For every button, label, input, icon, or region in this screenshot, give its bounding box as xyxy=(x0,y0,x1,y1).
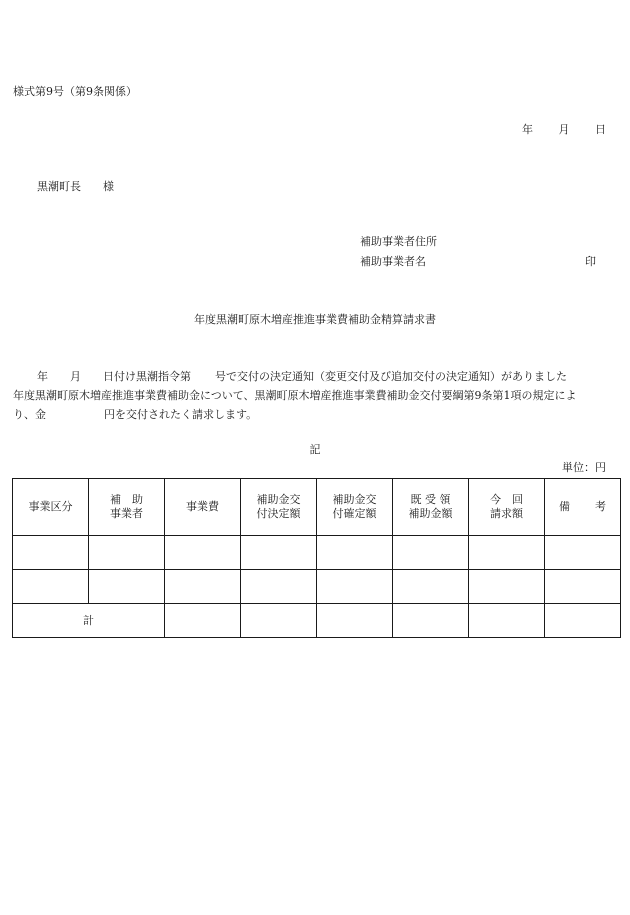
body-notice: 号で交付の決定通知（変更交付及び追加交付の決定通知）がありました xyxy=(215,370,567,383)
header-request-line2: 請求額 xyxy=(490,507,523,520)
header-confirmed xyxy=(317,479,393,536)
table-row xyxy=(13,536,621,570)
table-cell[interactable] xyxy=(13,570,89,604)
table-cell[interactable] xyxy=(165,570,241,604)
body-date-ref: 日付け黒潮指令第 xyxy=(103,370,191,383)
header-received-line1: 既 受 領 xyxy=(410,493,451,506)
header-subsidized-line2: 事業者 xyxy=(110,507,143,520)
table-cell[interactable] xyxy=(469,570,545,604)
table-cell[interactable] xyxy=(89,570,165,604)
total-cell[interactable] xyxy=(317,604,393,638)
body-text xyxy=(13,367,623,424)
body-line-1 xyxy=(13,367,623,386)
body-year: 年 xyxy=(37,370,48,383)
addressee-honorific: 様 xyxy=(103,180,114,193)
header-confirmed-line1: 補助金交 xyxy=(332,493,377,506)
applicant-address-label: 補助事業者住所 xyxy=(360,235,437,248)
table-cell[interactable] xyxy=(241,536,317,570)
header-request-line1: 今 回 xyxy=(490,493,523,506)
header-decided-line1: 補助金交 xyxy=(256,493,301,506)
date-year: 年 xyxy=(522,123,533,136)
header-received xyxy=(393,479,469,536)
table-cell[interactable] xyxy=(165,536,241,570)
date-day: 日 xyxy=(595,123,606,136)
seal-mark: 印 xyxy=(585,255,596,268)
table-total-row xyxy=(13,604,621,638)
document-title: 年度黒潮町原木増産推進事業費補助金精算請求書 xyxy=(194,313,436,326)
table-cell[interactable] xyxy=(545,570,621,604)
table-cell[interactable] xyxy=(241,570,317,604)
body-month: 月 xyxy=(70,370,81,383)
header-decided xyxy=(241,479,317,536)
header-project-cost: 事業費 xyxy=(165,479,241,536)
table-cell[interactable] xyxy=(393,536,469,570)
form-number: 様式第9号（第9条関係） xyxy=(13,85,137,98)
header-request xyxy=(469,479,545,536)
unit-label: 単位：円 xyxy=(562,461,606,474)
table-cell[interactable] xyxy=(13,536,89,570)
total-cell[interactable] xyxy=(393,604,469,638)
addressee-name: 黒潮町長 xyxy=(37,180,81,193)
table-cell[interactable] xyxy=(393,570,469,604)
header-confirmed-line2: 付確定額 xyxy=(332,507,377,520)
detail-table xyxy=(12,478,621,638)
table-header-row xyxy=(13,479,621,536)
body-line-3 xyxy=(13,405,623,424)
addressee xyxy=(37,180,114,194)
applicant-name-label: 補助事業者名 xyxy=(360,255,426,268)
date-line xyxy=(522,123,606,137)
header-remarks xyxy=(545,479,621,536)
body-amount-prefix: り、金 xyxy=(13,408,46,421)
date-month: 月 xyxy=(558,123,570,136)
header-decided-line2: 付決定額 xyxy=(256,507,301,520)
header-received-line2: 補助金額 xyxy=(408,507,453,520)
total-label: 計 xyxy=(13,604,165,638)
total-cell[interactable] xyxy=(165,604,241,638)
header-subsidized-line1: 補 助 xyxy=(110,493,143,506)
total-cell[interactable] xyxy=(469,604,545,638)
header-category: 事業区分 xyxy=(13,479,89,536)
table-cell[interactable] xyxy=(469,536,545,570)
body-line-2: 年度黒潮町原木増産推進事業費補助金について、黒潮町原木増産推進事業費補助金交付要綱第9条第1項の規定によ xyxy=(13,389,577,402)
header-remarks-char1: 備 xyxy=(559,500,570,513)
table-cell[interactable] xyxy=(89,536,165,570)
table-cell[interactable] xyxy=(317,570,393,604)
table-cell[interactable] xyxy=(317,536,393,570)
total-cell[interactable] xyxy=(545,604,621,638)
header-subsidized xyxy=(89,479,165,536)
total-cell[interactable] xyxy=(241,604,317,638)
header-remarks-char2: 考 xyxy=(595,500,606,513)
ki-heading: 記 xyxy=(309,443,321,456)
body-request: 円を交付されたく請求します。 xyxy=(104,408,258,421)
table-cell[interactable] xyxy=(545,536,621,570)
table-row xyxy=(13,570,621,604)
